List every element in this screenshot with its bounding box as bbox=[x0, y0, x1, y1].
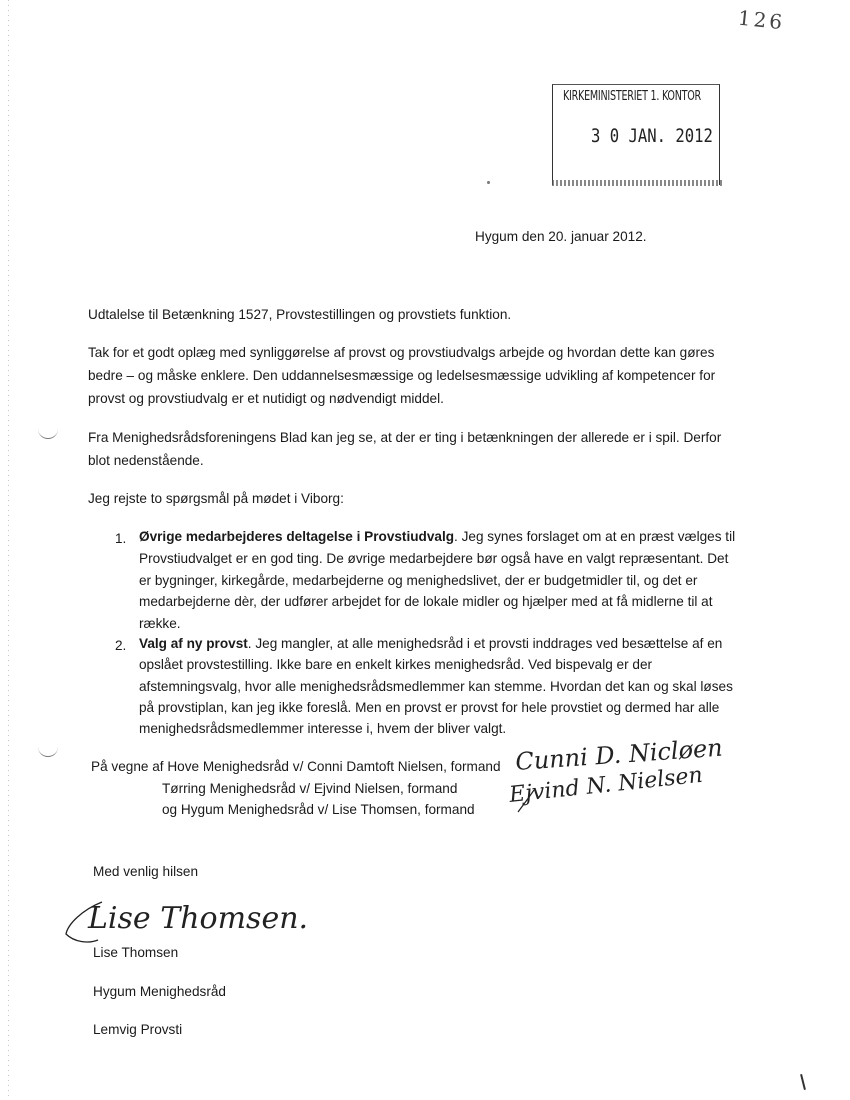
list-item-title: Øvrige medarbejderes deltagelse i Provstiudvalg bbox=[139, 529, 455, 544]
punch-hole bbox=[38, 746, 58, 757]
speck bbox=[487, 181, 490, 184]
list-item-1-first-line bbox=[139, 530, 735, 544]
paragraph-line: provst og provstiudvalg er et nutidigt og nødvendigt middel. bbox=[88, 391, 444, 406]
list-item-2-first-line bbox=[139, 637, 722, 651]
list-item-line: række. bbox=[139, 616, 181, 631]
on-behalf-line: Tørring Menighedsråd v/ Ejvind Nielsen, formand bbox=[162, 781, 458, 796]
received-stamp bbox=[552, 84, 720, 185]
list-item-line: Provstiudvalget er en god ting. De øvrige medarbejdere bør også have en valgt repræsentant. Det bbox=[139, 551, 729, 566]
paragraph-line: Fra Menighedsrådsforeningens Blad kan jeg se, at der er ting i betænkningen der allerede er i spil. Derfor bbox=[88, 430, 722, 445]
sender-name: Lise Thomsen bbox=[93, 945, 179, 960]
list-item-line: er bygninger, kirkegårde, medarbejderne og menighedslivet, der er budgetmidler til, og det er bbox=[139, 573, 698, 588]
signature-conni-ejvind bbox=[508, 733, 724, 820]
list-item-line: på provstiplan, kan jeg ikke foreslå. Men en provst er provst for hele provstiet og dermed har alle bbox=[139, 700, 720, 715]
list-item-text: . Jeg synes forslaget om at en præst vælges til bbox=[454, 529, 736, 544]
corner-pen-mark bbox=[800, 1074, 806, 1090]
list-number: 2. bbox=[115, 638, 127, 653]
paragraph-line: Tak for et godt oplæg med synliggørelse af provst og provstiudvalgs arbejde og hvordan dette kan gøres bbox=[88, 345, 715, 360]
list-item-line: opslået provstestilling. Ikke bare en enkelt kirkes menighedsråd. Ved bispevalg er der bbox=[139, 657, 653, 672]
list-item-text: . Jeg mangler, at alle menighedsråd i et provsti inddrages ved besættelse af en bbox=[247, 636, 723, 651]
svg-text:Cunni D. Nicløen: Cunni D. Nicløen bbox=[514, 733, 724, 776]
svg-text:Ejvind N. Nielsen: Ejvind N. Nielsen bbox=[508, 762, 704, 808]
closing: Med venlig hilsen bbox=[93, 864, 199, 879]
handwritten-page-number: 126 bbox=[736, 5, 787, 35]
svg-text:Lise Thomsen.: Lise Thomsen. bbox=[88, 901, 309, 936]
list-item-line: menighedsrådsmedlemmer interesse i, hvem der bliver valgt. bbox=[139, 721, 507, 736]
stamp-date: 3 0 JAN. 2012 bbox=[591, 125, 713, 147]
paragraph-line: blot nedenstående. bbox=[88, 453, 204, 468]
punch-hole bbox=[38, 428, 58, 439]
list-item-line: medarbejderne dèr, der udfører arbejdet for de lokale midler og hjælper med at få midlerne til at bbox=[139, 594, 713, 609]
sender-deanery: Lemvig Provsti bbox=[93, 1022, 183, 1037]
questions-intro: Jeg rejste to spørgsmål på mødet i Viborg: bbox=[88, 491, 344, 506]
place-date: Hygum den 20. januar 2012. bbox=[475, 229, 647, 244]
stamp-bottom-edge bbox=[552, 180, 722, 186]
list-item-title: Valg af ny provst bbox=[139, 636, 248, 651]
on-behalf-line: På vegne af Hove Menighedsråd v/ Conni Damtoft Nielsen, formand bbox=[91, 759, 501, 774]
on-behalf-line: og Hygum Menighedsråd v/ Lise Thomsen, formand bbox=[162, 802, 475, 817]
subject-line: Udtalelse til Betænkning 1527, Provstestillingen og provstiets funktion. bbox=[88, 307, 512, 322]
sender-council: Hygum Menighedsråd bbox=[93, 984, 226, 999]
list-number: 1. bbox=[115, 531, 127, 546]
scan-edge-dots bbox=[8, 0, 9, 1100]
stamp-title: KIRKEMINISTERIET 1. KONTOR bbox=[563, 89, 701, 104]
paragraph-line: bedre – og måske enklere. Den uddannelsesmæssige og ledelsesmæssige udvikling af kompetencer for bbox=[88, 368, 716, 383]
list-item-line: afstemningsvalg, hvor alle menighedsrådsmedlemmer kan stemme. Hvordan det kan og skal løses bbox=[139, 679, 733, 694]
